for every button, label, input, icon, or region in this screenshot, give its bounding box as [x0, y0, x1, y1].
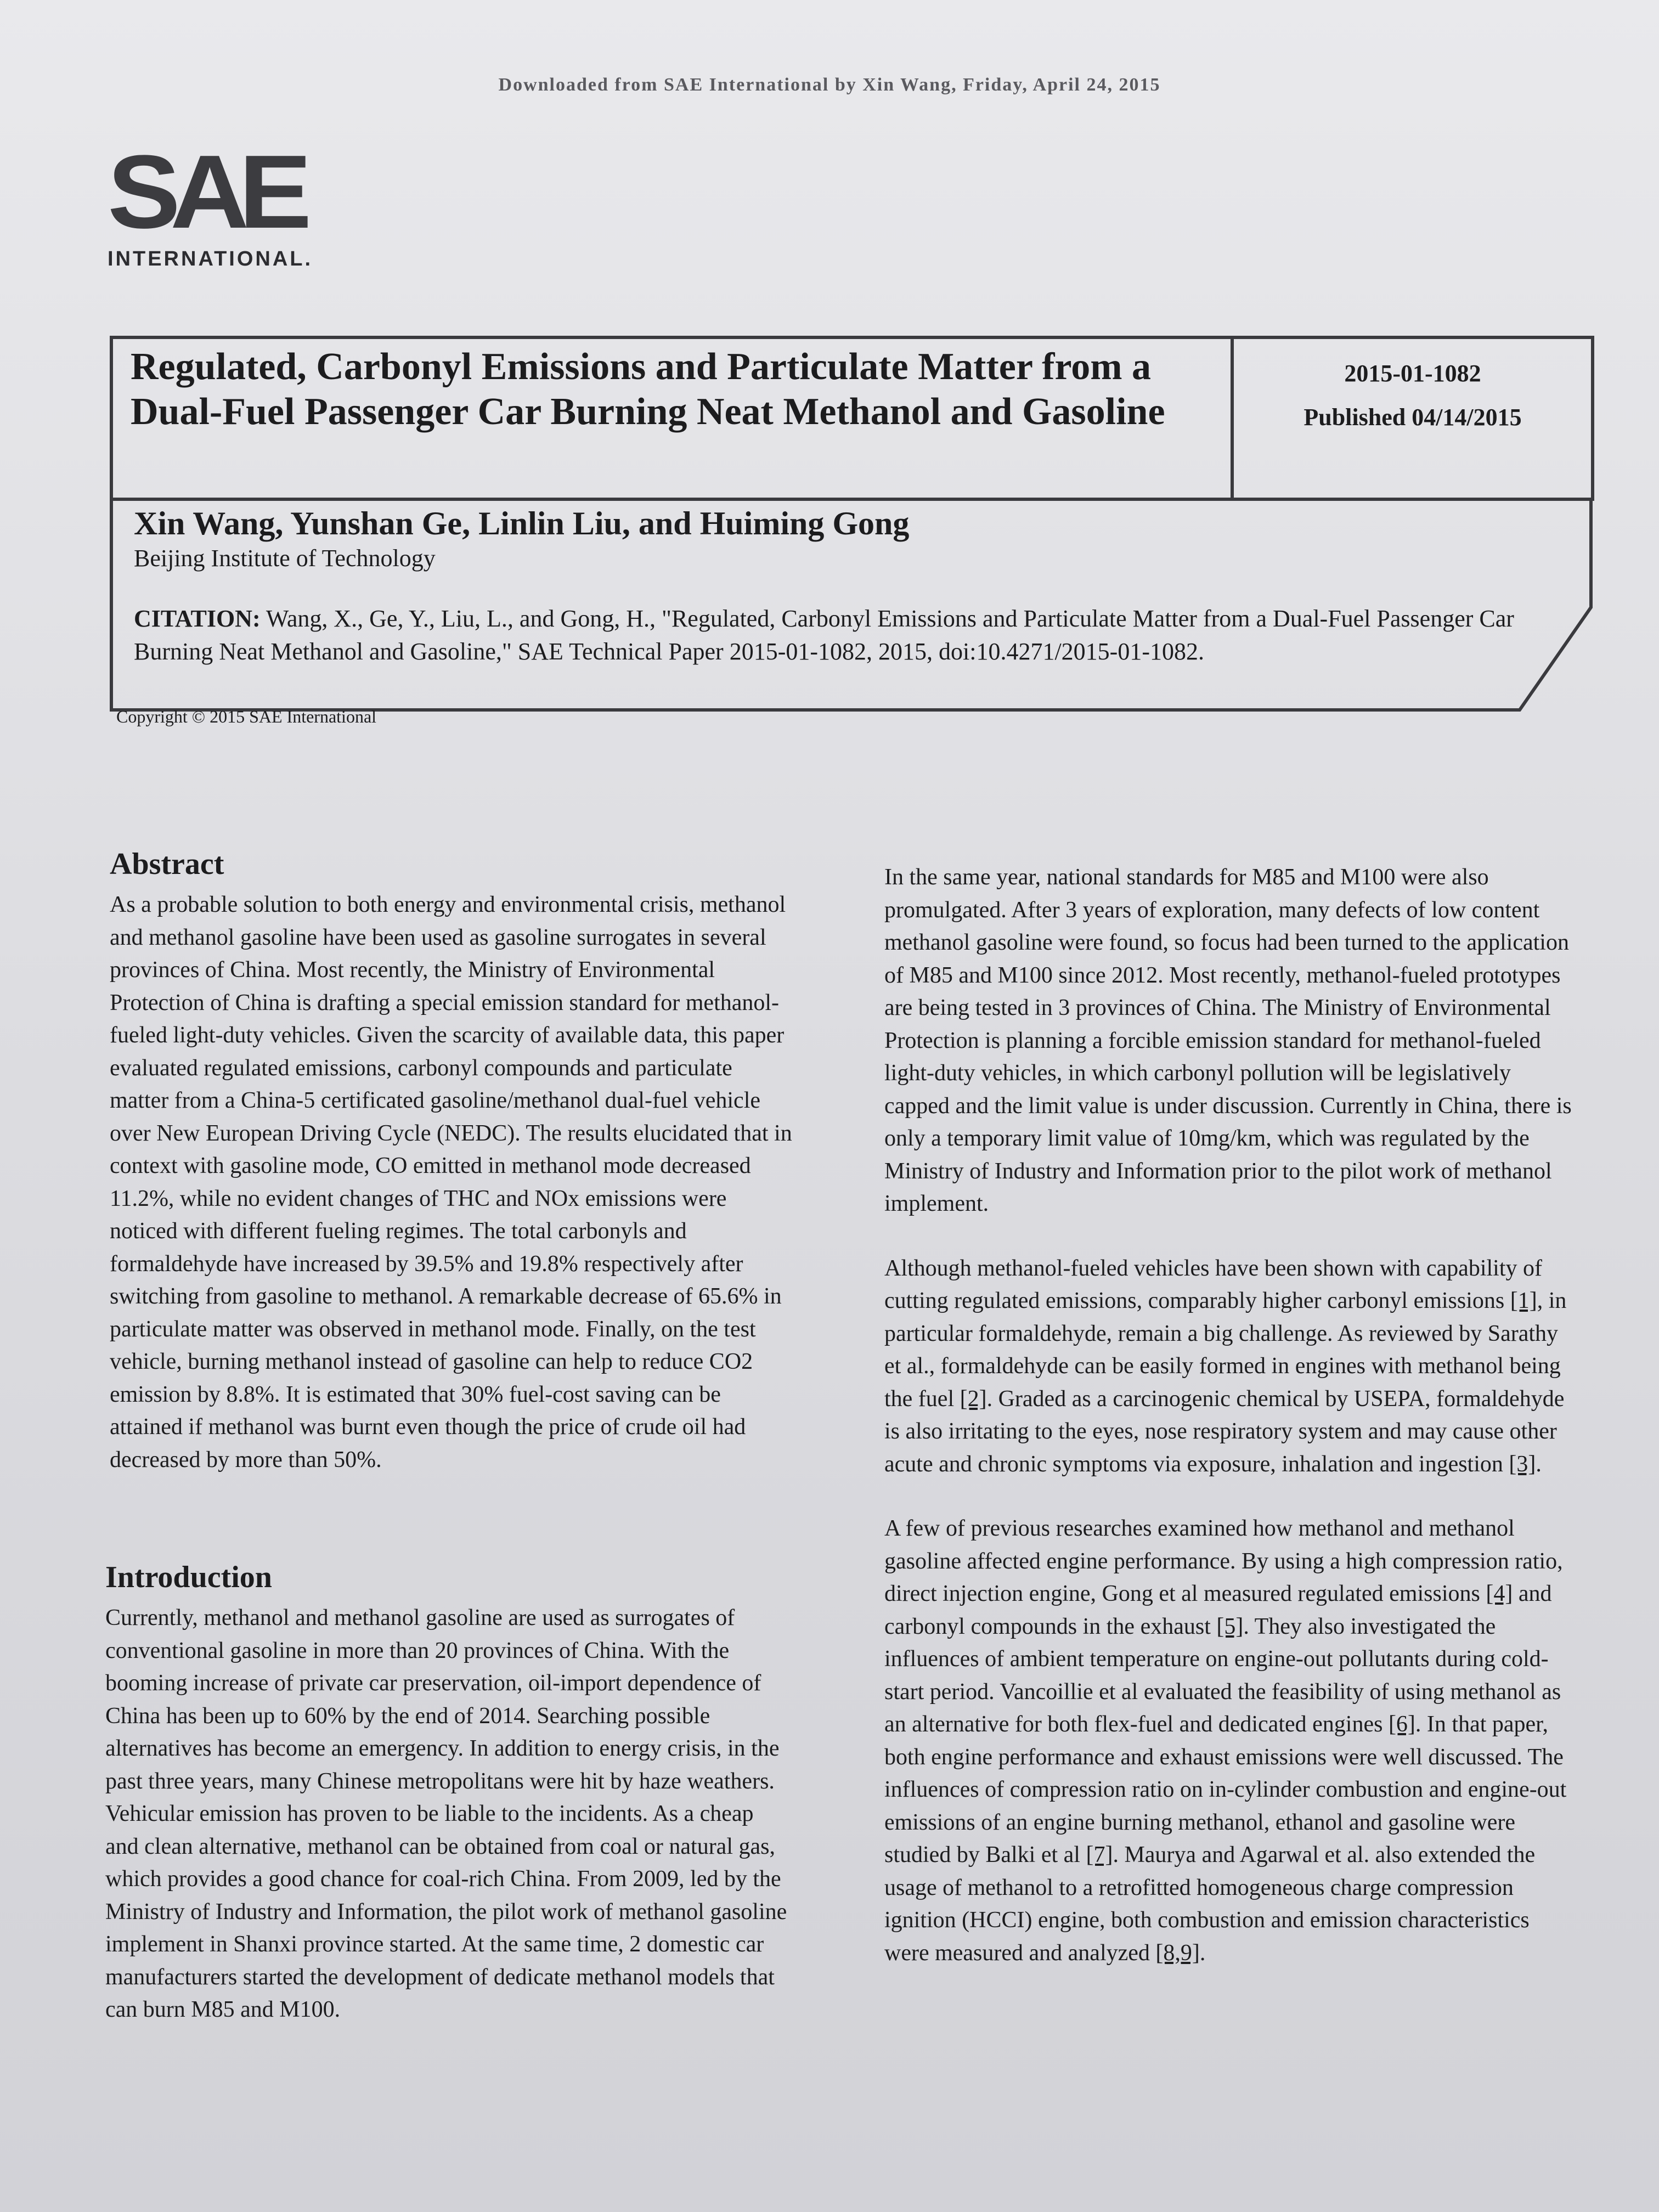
download-notice: Downloaded from SAE International by Xin Wang, Friday, April 24, 2015: [498, 75, 1161, 95]
logo-mark: SAE: [108, 134, 302, 250]
reference-link-1[interactable]: [1]: [1510, 1288, 1537, 1313]
introduction-text: Currently, methanol and methanol gasoline are used as surrogates of conventional gasoline in more than 20 provinces of China. With the booming increase of private car preservation, oil-import dependence of China has been up to 60% by the end of 2014. Searching possible alternatives has become an emergency. In addition to energy crisis, in the past three years, many Chinese metropolitans were hit by haze weathers. Vehicular emission has proven to be liable to the incidents. As a cheap and clean alternative, methanol can be obtained from coal or natural gas, which provides a good chance for coal-rich China. From 2009, led by the Ministry of Industry and Information, the pilot work of methanol gasoline implement in Shanxi province started. At the same time, 2 domestic car manufacturers started the development of dedicate methanol models that can burn M85 and M100.: [105, 1605, 787, 2022]
reference-link-5[interactable]: [5]: [1216, 1613, 1244, 1639]
reference-link-6[interactable]: [6]: [1388, 1712, 1415, 1737]
affiliation: Beijing Institute of Technology: [134, 545, 436, 572]
abstract-section: [110, 845, 795, 1476]
introduction-heading: Introduction: [105, 1560, 272, 1594]
reference-link-7[interactable]: [7]: [1086, 1842, 1113, 1867]
reference-link-2[interactable]: [2]: [960, 1386, 987, 1412]
paragraph-carbonyl: Although methanol-fueled vehicles have been shown with capability of cutting regulated emissions, comparably higher carbonyl emissions [1], in particular formaldehyde, remain a big challenge. As reviewed by Sarathy et al., formaldehyde can be easily formed in engines with methanol being the fuel [2]. Graded as a carcinogenic chemical by USEPA, formaldehyde is also irritating to the eyes, nose respiratory system and may cause other acute and chronic symptoms via exposure, inhalation and ingestion [3].: [884, 1255, 1567, 1477]
reference-link-3[interactable]: [3]: [1509, 1451, 1536, 1477]
citation-label: CITATION:: [134, 605, 261, 632]
right-column: [884, 861, 1576, 1970]
logo-subtitle: INTERNATIONAL.: [108, 247, 313, 270]
reference-link-8-9[interactable]: [8,9]: [1155, 1940, 1200, 1966]
paragraph-standards: In the same year, national standards for M85 and M100 were also promulgated. After 3 years of exploration, many defects of low content methanol gasoline were found, so focus had been turned to the application of M85 and M100 since 2012. Most recently, methanol-fueled prototypes are being tested in 3 provinces of China. The Ministry of Environmental Protection is planning a forcible emission standard for methanol-fueled light-duty vehicles, in which carbonyl pollution will be legislatively capped and the limit value is under discussion. Currently in China, there is only a temporary limit value of 10mg/km, which was regulated by the Ministry of Industry and Information prior to the pilot work of methanol implement.: [884, 865, 1572, 1216]
paper-number: 2015-01-1082: [1344, 360, 1481, 387]
sae-logo: [108, 134, 327, 271]
abstract-text: As a probable solution to both energy and environmental crisis, methanol and methanol gasoline have been used as gasoline surrogates in several provinces of China. Most recently, the Ministry of Environmental Protection of China is drafting a special emission standard for methanol-fueled light-duty vehicles. Given the scarcity of available data, this paper evaluated regulated emissions, carbonyl compounds and particulate matter from a China-5 certificated gasoline/methanol dual-fuel vehicle over New European Driving Cycle (NEDC). The results elucidated that in context with gasoline mode, CO emitted in methanol mode decreased 11.2%, while no evident changes of THC and NOx emissions were noticed with different fueling regimes. The total carbonyls and formaldehyde have increased by 39.5% and 19.8% respectively after switching from gasoline to methanol. A remarkable decrease of 65.6% in particulate matter was observed in methanol mode. Finally, on the test vehicle, burning methanol instead of gasoline can help to reduce CO2 emission by 8.8%. It is estimated that 30% fuel-cost saving can be attained if methanol was burnt even though the price of crude oil had decreased by more than 50%.: [110, 892, 792, 1472]
paper-title: Regulated, Carbonyl Emissions and Particulate Matter from a Dual-Fuel Passenger Car Burning Neat Methanol and Gasoline: [131, 346, 1165, 433]
author-list: Xin Wang, Yunshan Ge, Linlin Liu, and Huiming Gong: [134, 505, 910, 541]
copyright-notice: Copyright © 2015 SAE International: [116, 707, 377, 726]
published-date: Published 04/14/2015: [1304, 404, 1522, 431]
citation: [134, 602, 1527, 668]
reference-link-4[interactable]: [4]: [1486, 1581, 1513, 1606]
paragraph-previous-research: A few of previous researches examined how methanol and methanol gasoline affected engine performance. By using a high compression ratio, direct injection engine, Gong et al measured regulated emissions [4] and carbonyl compounds in the exhaust [5]. They also investigated the influences of ambient temperature on engine-out pollutants during cold-start period. Vancoillie et al evaluated the feasibility of using methanol as an alternative for both flex-fuel and dedicated engines [6]. In that paper, both engine performance and exhaust emissions were well discussed. The influences of compression ratio on in-cylinder combustion and engine-out emissions of an engine burning methanol, ethanol and gasoline were studied by Balki et al [7]. Maurya and Agarwal et al. also extended the usage of methanol to a retrofitted homogeneous charge compression ignition (HCCI) engine, both combustion and emission characteristics were measured and analyzed [8,9].: [884, 1516, 1567, 1966]
introduction-section: [105, 1558, 791, 2027]
abstract-heading: Abstract: [110, 847, 224, 881]
citation-text: Wang, X., Ge, Y., Liu, L., and Gong, H., "Regulated, Carbonyl Emissions and Particulate Matter from a Dual-Fuel Passenger Car Burning Neat Methanol and Gasoline," SAE Technical Paper 2015-01-1082, 2015, doi:10.4271/2015-01-1082.: [134, 605, 1514, 665]
